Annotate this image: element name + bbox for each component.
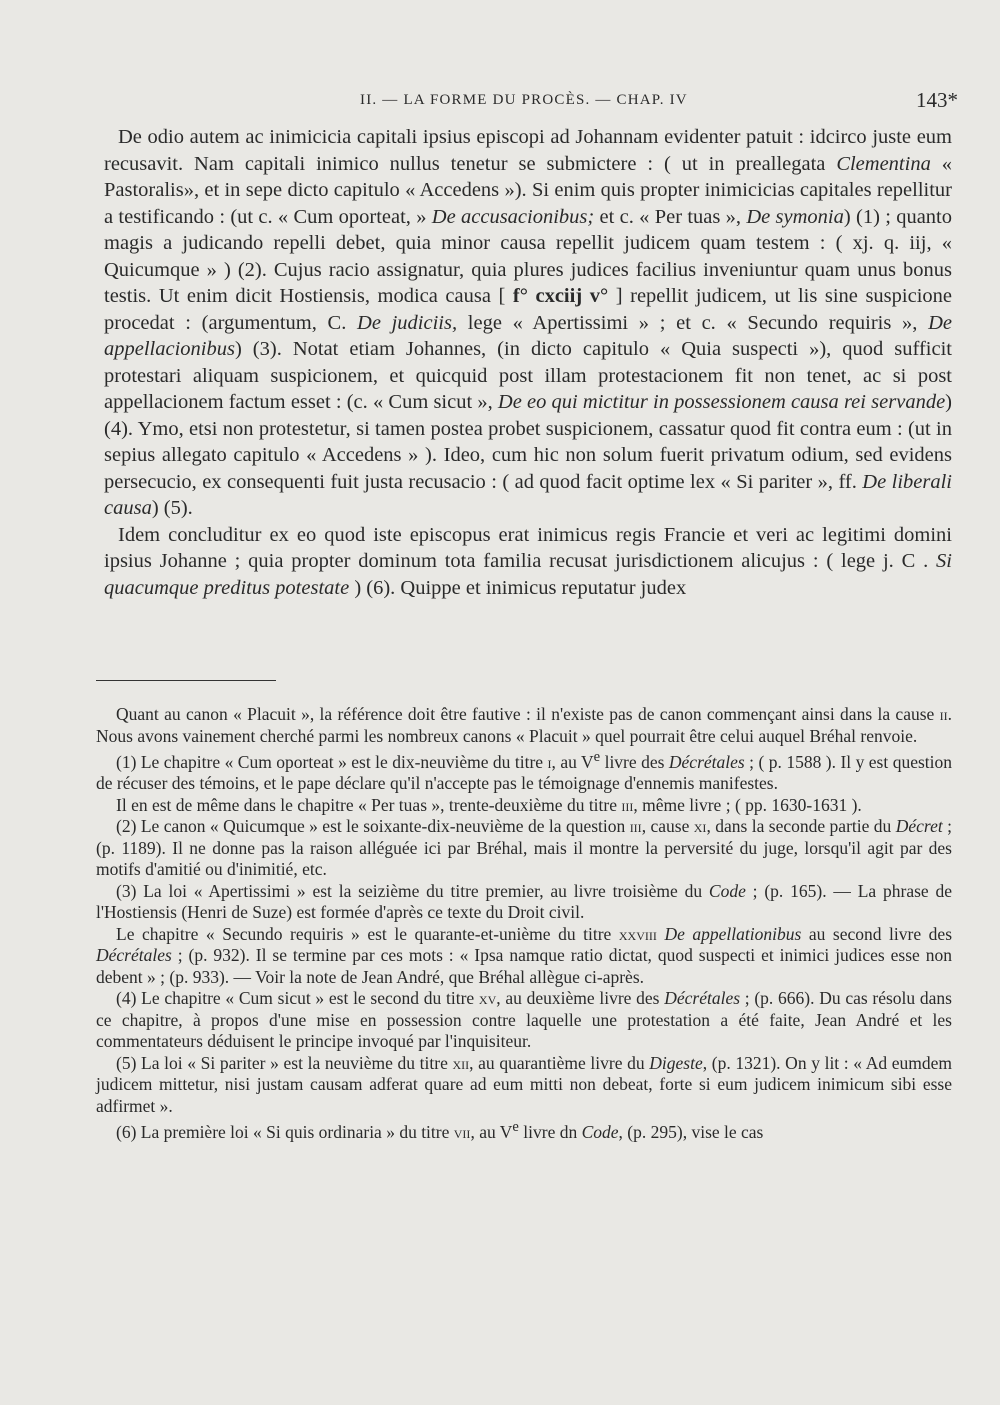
footnote-5	[96, 1053, 952, 1118]
text-run: i	[547, 751, 552, 772]
text-run: , cause	[641, 816, 694, 837]
text-run: , (p. 295), vise le cas	[618, 1122, 764, 1143]
text-run: ) (1) ; quanto magis a judicando repelli debet, quia minor causa repellit judicem quam testem : ( xj. q. iij, « Quicumque » ) (2). Cujus racio assignatur, quia plures judices facilius inveniuntur quam unus bonus testis. Ut enim dicit Hostiensis, modica causa [	[104, 205, 952, 307]
footnote-separator	[96, 680, 276, 681]
text-run: Digeste	[649, 1052, 703, 1073]
text-run: De odio autem ac inimicicia capitali ipsius episcopi ad Johannam evidenter patuit : idcirco juste eum recusavit. Nam capitali inimico nullus tenetur se submictere : ( ut in preallegata	[104, 126, 952, 175]
running-title: II. — LA FORME DU PROCÈS. — CHAP. IV	[360, 92, 688, 108]
text-run: , au quarantième livre du	[469, 1052, 650, 1073]
text-run: xv	[478, 988, 497, 1009]
text-run: ; ( p. 1588 ). Il y est question de récuser des témoins, et le pape déclare qu'il n'accepte pas le témoignage d'ennemis manifestes.	[96, 751, 952, 794]
text-run: iii	[621, 794, 634, 815]
running-header	[360, 88, 960, 112]
text-run: . Nous avons vainement cherché parmi les nombreux canons « Placuit » quel pourrait être celui auquel Bréhal renvoie.	[96, 704, 952, 746]
text-run: au second livre des	[801, 923, 953, 944]
text-run: (4) Le chapitre « Cum sicut » est le second du titre	[116, 988, 479, 1009]
footnote-1b	[96, 795, 952, 817]
text-run: Décrétales	[668, 751, 745, 772]
text-run: Il en est de même dans le chapitre « Per tuas », trente-deuxième du titre	[116, 794, 622, 815]
text-run: , même livre ; ( pp. 1630-1631 ).	[633, 794, 862, 815]
footnotes	[96, 704, 952, 1144]
text-run: , au deuxième livre des	[496, 988, 665, 1009]
text-run: ; (p. 1189). Il ne donne pas la raison alléguée ici par Bréhal, mais il montre la perversité du juge, lorsqu'il agit par des motifs d'amitié ou d'inimitié, etc.	[96, 816, 952, 880]
text-run: ) (6). Quippe et inimicus reputatur judex	[349, 576, 687, 599]
text-run: ) (4). Ymo, etsi non protestetur, si tamen postea probet suspicionem, cassatur quod fit contra eum : (ut in sepius allegato capitulo « Accedens » ). Ideo, cum hic non solum fuerit privatum odium, sed evidens persecucio, ex consequenti fuit justa recusacio : ( ad quod facit optime lex « Si pariter », ff.	[104, 391, 952, 493]
text-run: « Pastoralis», et in sepe dicto capitulo « Accedens »). Si enim quis propter inimicicias capitales repellitur a testificando : (ut c. « Cum oporteat, »	[104, 152, 953, 228]
superscript: e	[512, 1119, 519, 1136]
main-text	[104, 124, 952, 601]
text-run: Décret	[895, 816, 943, 837]
text-run: De liberali causa	[104, 470, 952, 519]
text-run: , dans la seconde partie du	[706, 816, 896, 837]
text-run: De appellationibus	[664, 923, 802, 944]
folio-reference: f° cxciij v°	[512, 285, 609, 307]
footnote-3b	[96, 924, 952, 989]
text-run: ; (p. 932). Il se termine par ces mots : « Ipsa namque ratio dictat, quod suspecti et inimici judices esse non debent » ; (p. 933). — Voir la note de Jean André, que Bréhal allègue ci-après.	[96, 945, 952, 987]
text-run: De appellacionibus	[104, 311, 952, 360]
text-run: ) (3). Notat etiam Johannes, (in dicto capitulo « Quia suspecti »), quod sufficit protestari aliquam suspicionem, et quicquid post illam protestacionem fit non tenet, ac si post appellacionem factum esset : (c. « Cum sicut »,	[104, 338, 952, 413]
text-run: De accusacionibus;	[431, 205, 595, 228]
text-run: De symonia	[746, 205, 844, 228]
text-run: xi	[693, 816, 707, 837]
text-run: livre des	[600, 751, 669, 772]
text-run: ; (p. 666). Du cas résolu dans ce chapitre, à propos d'une mise en possession contre laquelle une protestation a été faite, Jean André et les commentateurs déduisent le principe invoqué par l'inquisiteur.	[96, 988, 952, 1052]
text-run: Décrétales	[664, 988, 741, 1009]
text-run: Quant au canon « Placuit », la référence doit être fautive : il n'existe pas de canon commençant ainsi dans la cause	[116, 704, 940, 724]
text-run: (5) La loi « Si pariter » est la neuvième du titre	[116, 1052, 453, 1073]
paragraph-2	[104, 522, 952, 602]
text-run: Idem concluditur ex eo quod iste episcopus erat inimicus regis Francie et veri ac legitimi domini ipsius Johanne ; quia propter dominum tota familia recusat jurisdictionem alicujus : ( lege j. C .	[104, 523, 952, 572]
text-run: iii	[629, 816, 642, 837]
text-run: Si quacumque preditus potestate	[104, 550, 952, 599]
text-run: xxviii	[618, 923, 657, 944]
text-run: (1) Le chapitre « Cum oporteat » est le dix-neuvième du titre	[116, 751, 548, 772]
superscript: e	[593, 749, 601, 765]
text-run: ) (5).	[151, 497, 193, 519]
footnote-1	[96, 747, 952, 795]
text-run: et c. « Per tuas »,	[594, 205, 747, 228]
text-run: Code	[581, 1122, 619, 1143]
text-run: Le chapitre « Secundo requiris » est le quarante-et-unième du titre	[116, 923, 619, 944]
footnote-3	[96, 881, 952, 924]
text-run: Code	[708, 880, 746, 901]
text-run: (3) La loi « Apertissimi » est la seizième du titre premier, au livre troisième du	[116, 880, 709, 901]
text-run: Clementina	[836, 152, 931, 175]
text-run: ii	[939, 704, 948, 724]
text-run: (6) La première loi « Si quis ordinaria » du titre	[116, 1122, 454, 1143]
page-number: 143*	[916, 88, 958, 112]
text-run: , au V	[551, 751, 594, 772]
text-run: , au V	[470, 1122, 513, 1143]
footnote-0	[96, 704, 952, 747]
text-run: Décrétales	[96, 945, 172, 966]
text-run: livre dn	[518, 1122, 582, 1143]
text-run: , (p. 1321). On y lit : « Ad eumdem judicem mittetur, nisi justam causam adferat quare ad eum mitti non debeat, forte si eum judicem inimicum sibi esse adfirmet ».	[96, 1052, 952, 1116]
footnote-4	[96, 988, 952, 1053]
text-run: vii	[453, 1122, 471, 1143]
paragraph-1	[104, 124, 952, 522]
footnote-6	[96, 1117, 952, 1143]
text-run: xii	[452, 1052, 470, 1073]
text-run: ; (p. 165). — La phrase de l'Hostiensis (Henri de Suze) est formée d'après ce texte du Droit civil.	[96, 880, 953, 923]
footnote-2	[96, 816, 952, 881]
text-run: lege « Apertissimi » ; et c. « Secundo requiris »,	[457, 311, 929, 334]
text-run: ] repellit judicem, ut lis sine suspicione procedat : (argumentum, C.	[104, 285, 953, 334]
text-run: (2) Le canon « Quicumque » est le soixante-dix-neuvième de la question	[116, 816, 630, 837]
text-run: De judiciis,	[357, 311, 458, 334]
text-run: De eo qui mictitur in possessionem causa rei servande	[497, 391, 946, 413]
